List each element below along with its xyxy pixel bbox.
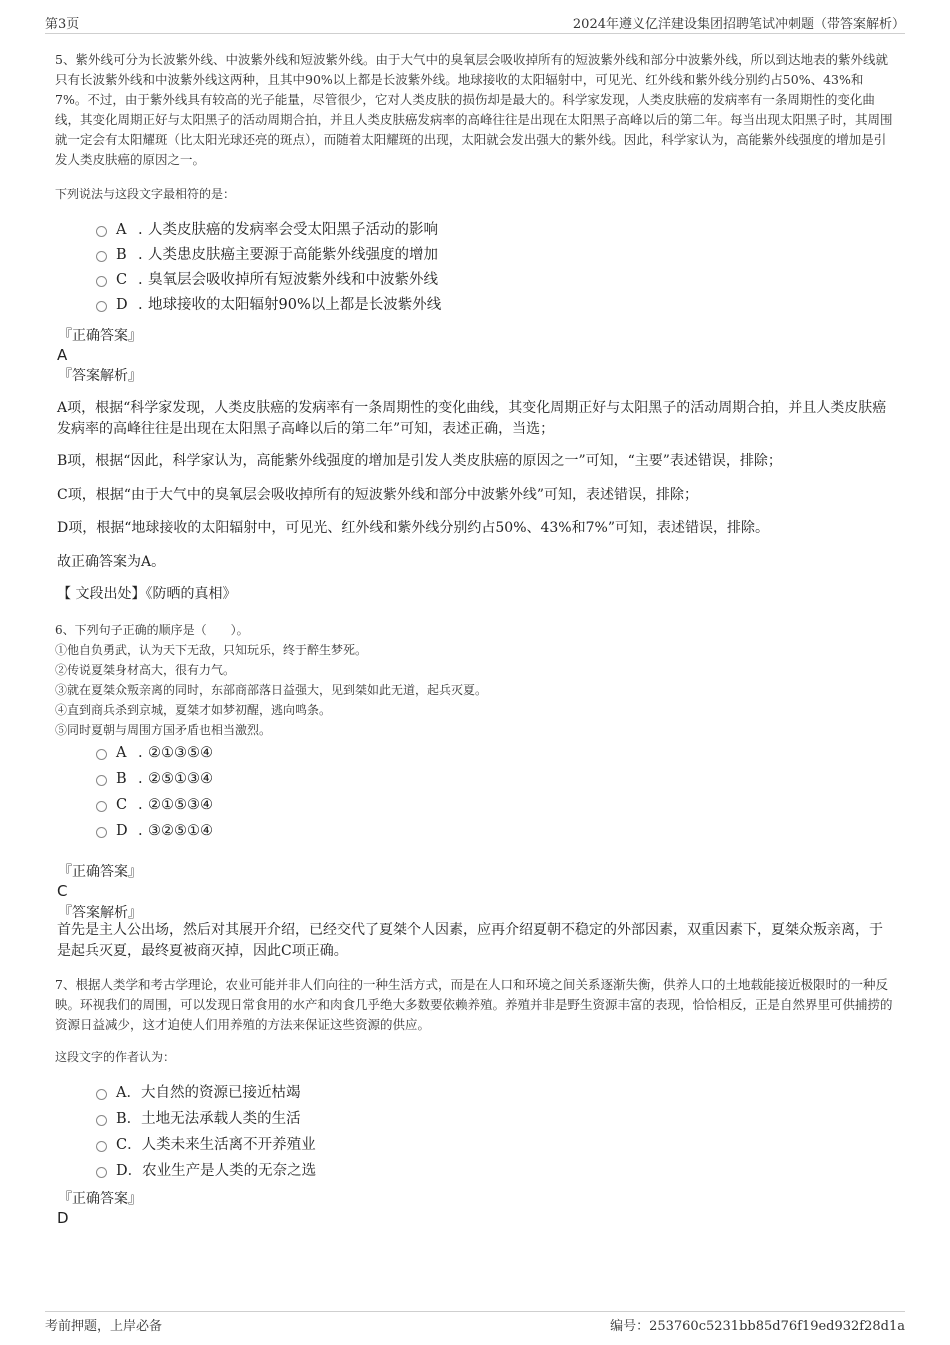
q5-option-d[interactable]: D . 地球接收的太阳辐射90%以上都是长波紫外线 [96,293,796,318]
q6-sentence-4: ④直到商兵杀到京城，夏桀才如梦初醒，逃向鸣条。 [55,703,332,717]
q6-stem: 6、下列句子正确的顺序是（ ）。 [55,623,249,637]
q5-passage: 5、紫外线可分为长波紫外线、中波紫外线和短波紫外线。由于大气中的臭氧层会吸收掉所有的短波紫外线和部分中波紫外线，所以到达地表的紫外线就只有长波紫外线和中波紫外线这两种，且其中90%以上都是长波紫外线。地球接收的太阳辐射中，可见光、红外线和紫外线分别约占50%、43%和7%。不过，由于紫外线具有较高的光子能量，尽管很少，它对人类皮肤的损伤却是最大的。科学家发现，人类皮肤癌的发病率有一条周期性的变化曲线，其变化周期正好与太阳黑子的活动周期合拍，并且人类皮肤癌发病率的高峰往往是出现在太阳黑子高峰以后的第二年。每当出现太阳黑子时，其周围就一定会有太阳耀斑（比太阳光球还亮的斑点），而随着太阳耀斑的出现，太阳就会发出强大的紫外线。因此，科学家认为，高能紫外线强度的增加是引发人类皮肤癌的原因之一。 [55,52,893,167]
page-footer [45,1315,905,1333]
q6-sentence-2: ②传说夏桀身材高大，很有力气。 [55,663,236,677]
q5-prompt: 下列说法与这段文字最相符的是： [55,187,236,201]
q6-sentence-3: ③就在夏桀众叛亲离的同时，东部商部落日益强大，见到桀如此无道，起兵灭夏。 [55,683,488,697]
q7-answer: D [57,1209,69,1227]
q5-explanation-c: C项，根据“由于大气中的臭氧层会吸收掉所有的短波紫外线和部分中波紫外线”可知，表述错误，排除； [57,487,699,503]
q7-options [96,1081,796,1185]
document-id: 编号：253760c5231bb85d76f19ed932f28d1a [610,1319,905,1334]
q5-explanation-b: B项，根据“因此，科学家认为，高能紫外线强度的增加是引发人类皮肤癌的原因之一”可知，“主要”表述错误，排除； [57,453,782,469]
q6-option-d[interactable]: D . ③②⑤①④ [96,819,796,845]
q5-analysis-label: 『答案解析』 [58,368,142,384]
radio-icon[interactable] [96,301,107,312]
q6-options [96,741,796,845]
radio-icon[interactable] [96,1141,107,1152]
q5-option-c[interactable]: C . 臭氧层会吸收掉所有短波紫外线和中波紫外线 [96,268,796,293]
q5-option-a[interactable]: A . 人类皮肤癌的发病率会受太阳黑子活动的影响 [96,218,796,243]
radio-icon[interactable] [96,1089,107,1100]
footer-divider [45,1311,905,1312]
q5-answer: A [57,346,68,364]
radio-icon[interactable] [96,749,107,760]
page-header [45,13,905,31]
q7-option-a[interactable]: A．大自然的资源已接近枯竭 [96,1081,796,1107]
radio-icon[interactable] [96,251,107,262]
radio-icon[interactable] [96,276,107,287]
q5-options [96,218,796,318]
q5-correct-label: 『正确答案』 [58,328,142,344]
q7-option-b[interactable]: B．土地无法承载人类的生活 [96,1107,796,1133]
q5-explanation-a: A项，根据“科学家发现，人类皮肤癌的发病率有一条周期性的变化曲线，其变化周期正好与太阳黑子的活动周期合拍，并且人类皮肤癌发病率的高峰往往是出现在太阳黑子高峰以后的第二年”可知，表述正确，当选； [57,400,887,437]
q6-sentence-1: ①他自负勇武，认为天下无敌，只知玩乐，终于醉生梦死。 [55,643,368,657]
document-title: 2024年遵义亿洋建设集团招聘笔试冲刺题（带答案解析） [572,17,905,32]
q7-prompt: 这段文字的作者认为： [55,1050,176,1064]
q7-passage: 7、根据人类学和考古学理论，农业可能并非人们向往的一种生活方式，而是在人口和环境之间关系逐渐失衡，供养人口的土地载能接近极限时的一种反映。环视我们的周围，可以发现日常食用的水产和肉食几乎绝大多数要依赖养殖。养殖并非是野生资源丰富的表现，恰恰相反，正是自然界里可供捕捞的资源日益减少，这才迫使人们用养殖的方法来保证这些资源的供应。 [55,977,893,1032]
radio-icon[interactable] [96,801,107,812]
q5-explanation-d: D项，根据“地球接收的太阳辐射中，可见光、红外线和紫外线分别约占50%、43%和7%”可知，表述错误，排除。 [57,520,769,536]
q7-correct-label: 『正确答案』 [58,1191,142,1207]
q7-option-d[interactable]: D．农业生产是人类的无奈之选 [96,1159,796,1185]
radio-icon[interactable] [96,1115,107,1126]
q5-source: 【 文段出处】《防晒的真相》 [57,586,237,602]
q6-answer: C [57,882,68,900]
q5-conclusion: 故正确答案为A。 [57,554,166,570]
header-divider [45,33,905,34]
radio-icon[interactable] [96,775,107,786]
q6-option-c[interactable]: C . ②①⑤③④ [96,793,796,819]
q6-explanation: 首先是主人公出场，然后对其展开介绍，已经交代了夏桀个人因素，应再介绍夏朝不稳定的外部因素，双重因素下，夏桀众叛亲离，于是起兵灭夏，最终夏被商灭掉，因此C项正确。 [57,922,883,959]
footer-slogan: 考前押题，上岸必备 [45,1319,163,1334]
q6-correct-label: 『正确答案』 [58,864,142,880]
q7-option-c[interactable]: C．人类未来生活离不开养殖业 [96,1133,796,1159]
q6-option-b[interactable]: B . ②⑤①③④ [96,767,796,793]
radio-icon[interactable] [96,226,107,237]
radio-icon[interactable] [96,1167,107,1178]
page-number: 第3页 [45,17,80,32]
q6-option-a[interactable]: A . ②①③⑤④ [96,741,796,767]
radio-icon[interactable] [96,827,107,838]
q6-analysis-label: 『答案解析』 [58,905,142,921]
q5-option-b[interactable]: B . 人类患皮肤癌主要源于高能紫外线强度的增加 [96,243,796,268]
q6-sentence-5: ⑤同时夏朝与周围方国矛盾也相当激烈。 [55,723,272,737]
